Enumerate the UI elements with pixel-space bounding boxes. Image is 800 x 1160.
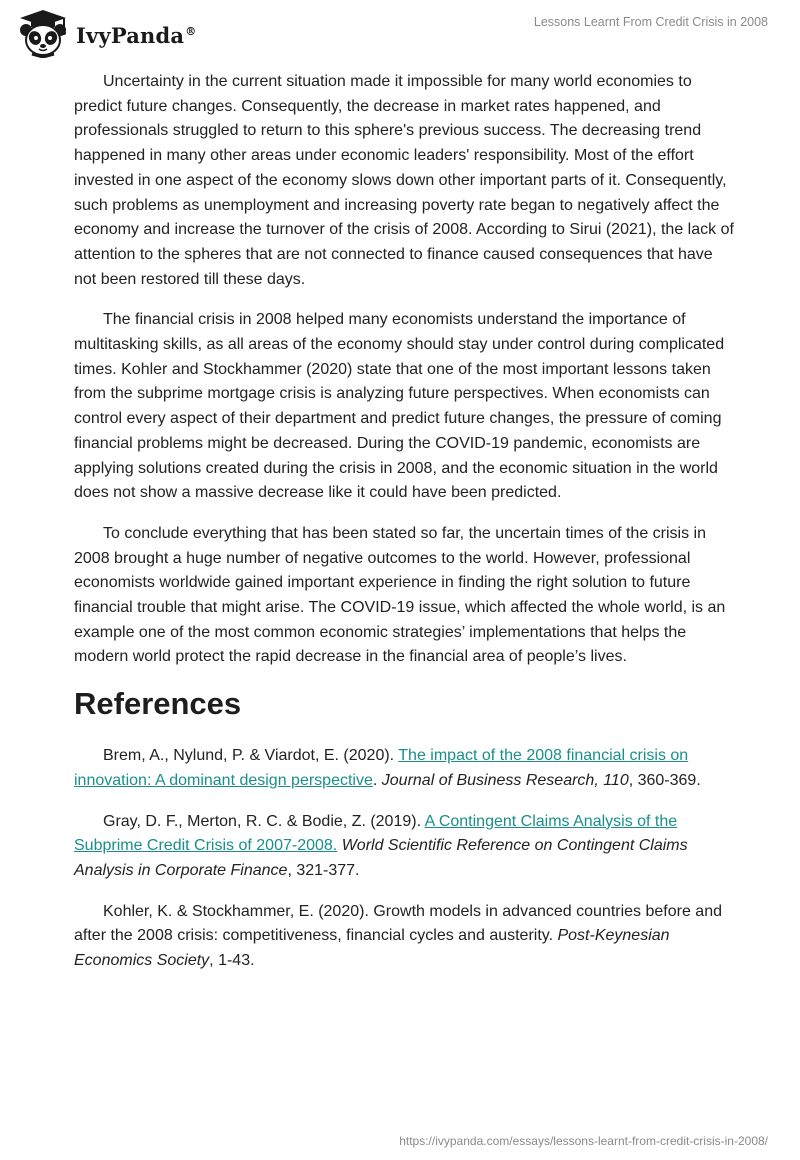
page-header bbox=[0, 0, 800, 60]
references-heading: References bbox=[74, 686, 242, 722]
essay-content bbox=[74, 70, 734, 990]
reference-authors: Brem, A., Nylund, P. & Viardot, E. (2020). bbox=[103, 747, 399, 765]
registered-mark: ® bbox=[185, 24, 197, 38]
reference-item bbox=[74, 744, 734, 793]
logo[interactable] bbox=[14, 8, 196, 58]
document-title: Lessons Learnt From Credit Crisis in 2008 bbox=[533, 15, 768, 29]
reference-link[interactable]: A Contingent Claims Analysis of the Subprime Credit Crisis of 2007-2008. bbox=[74, 812, 678, 855]
reference-pages: , 1-43. bbox=[209, 952, 255, 970]
page-url[interactable]: https://ivypanda.com/essays/lessons-learnt-from-credit-crisis-in-2008/ bbox=[399, 1134, 768, 1148]
paragraph-2: The financial crisis in 2008 helped many economists understand the importance of multitasking skills, as all areas of the economy should stay under control during complicated times. Kohler and Stockhammer (2020) state that one of the most important lessons taken from the subprime mortgage crisis is analyzing future perspectives. When economists can control every aspect of their department and predict future changes, the pressure of coming financial problems might be decreased. During the COVID-19 pandemic, economists are applying solutions created during the crisis in 2008, and the economic situation in the world does not show a massive decrease like it could have been predicted. bbox=[74, 311, 725, 502]
reference-source: World Scientific Reference on Contingent Claims Analysis in Corporate Finance bbox=[74, 837, 688, 879]
brand-text: IvyPanda bbox=[76, 22, 185, 48]
paragraph-1: Uncertainty in the current situation made it impossible for many world economies to predict future changes. Consequently, the decrease in market rates happened, and professionals struggled to return to this sphere's previous success. The decreasing trend happened in many other areas under economic leaders' responsibility. Most of the effort invested in one aspect of the economy slows down other important parts of it. Consequently, such problems as unemployment and increasing poverty rate began to negatively affect the economy and increase the turnover of the crisis of 2008. According to Sirui (2021), the lack of attention to the spheres that are not connected to finance caused consequences that have not been restored till these days. bbox=[74, 73, 734, 288]
reference-source: Post-Keynesian Economics Society bbox=[74, 927, 670, 970]
reference-pages: , 321-377. bbox=[287, 861, 360, 879]
paragraph-3: To conclude everything that has been stated so far, the uncertain times of the crisis in 2008 brought a huge number of negative outcomes to the world. However, professional economists worldwide gained important experience in finding the right solution to future financial trouble that might arise. The COVID-19 issue, which affected the whole world, is an example one of the most common economic strategies’ implementations that helps the modern world protect the rapid decrease in the financial area of people’s lives. bbox=[74, 524, 726, 666]
reference-source: Journal of Business Research, 110 bbox=[381, 771, 629, 789]
reference-authors: Kohler, K. & Stockhammer, E. (2020). Growth models in advanced countries before and after the 2008 crisis: competitiveness, financial cycles and austerity. bbox=[74, 902, 722, 945]
reference-item bbox=[74, 900, 734, 974]
reference-separator: . bbox=[372, 771, 382, 789]
reference-authors: Gray, D. F., Merton, R. C. & Bodie, Z. (2019). bbox=[103, 812, 425, 830]
reference-link[interactable]: The impact of the 2008 financial crisis on innovation: A dominant design perspective bbox=[74, 747, 689, 789]
reference-pages: , 360-369. bbox=[628, 771, 701, 789]
panda-logo-icon bbox=[14, 8, 72, 58]
brand-name bbox=[76, 23, 196, 48]
reference-item bbox=[74, 810, 734, 884]
